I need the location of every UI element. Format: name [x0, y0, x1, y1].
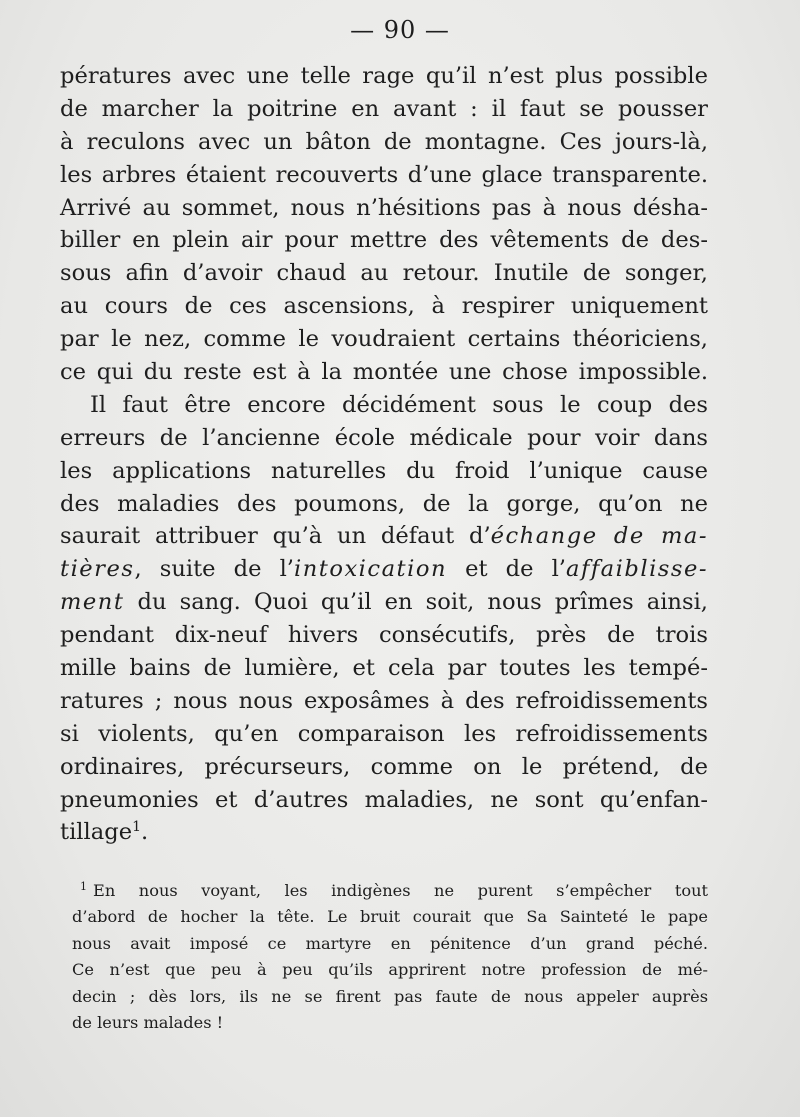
- text-line: erreurs de l’ancienne école médicale pour voir dans: [60, 424, 708, 451]
- text-line: [60, 816, 708, 849]
- text-segment: .: [140, 819, 149, 846]
- footnote-line: d’abord de hocher la tête. Le bruit courait que Sa Sainteté le pape: [72, 907, 708, 927]
- footnote-line: Ce n’est que peu à peu qu’ils apprirent notre profession de mé-: [72, 960, 708, 980]
- text-line: à reculons avec un bâton de montagne. Ces jours-là,: [60, 128, 708, 155]
- text-line: Il faut être encore décidément sous le coup des: [90, 391, 708, 418]
- italic-text: intoxication: [293, 556, 447, 583]
- text-line: les arbres étaient recouverts d’une glace transparente.: [60, 161, 708, 188]
- footnote-line: [72, 878, 708, 904]
- text-line: ordinaires, précurseurs, comme on le prétend, de: [60, 753, 708, 780]
- text-segment: En nous voyant, les indigènes ne purent s’empêcher tout: [93, 881, 708, 900]
- text-line: biller en plein air pour mettre des vêtements de des-: [60, 227, 708, 254]
- text-line: par le nez, comme le voudraient certains théoriciens,: [60, 326, 708, 353]
- text-line: sous afin d’avoir chaud au retour. Inutile de songer,: [60, 260, 708, 287]
- text-line: au cours de ces ascensions, à respirer uniquement: [60, 293, 708, 320]
- footnote-line: nous avait imposé ce martyre en pénitence d’un grand péché.: [72, 933, 708, 953]
- italic-text: affaiblisse-: [565, 556, 708, 583]
- paragraph-1: [60, 60, 708, 389]
- text-line: [60, 586, 708, 619]
- text-segment: , suite de l’: [134, 556, 294, 583]
- text-line: mille bains de lumière, et cela par toutes les tempé-: [60, 655, 708, 682]
- text-line: pendant dix-neuf hivers consécutifs, près de trois: [60, 622, 708, 649]
- text-line: de marcher la poitrine en avant : il faut se pousser: [60, 95, 708, 122]
- italic-text: ment: [60, 589, 125, 616]
- footnote-reference[interactable]: 1: [132, 819, 141, 836]
- text-segment: saurait attribuer qu’à un défaut d’: [60, 523, 491, 550]
- text-line: [60, 553, 708, 586]
- footnote-line: de leurs malades !: [72, 1012, 224, 1032]
- text-line: Arrivé au sommet, nous n’hésitions pas à nous désha-: [60, 194, 708, 221]
- italic-text: tières: [60, 556, 135, 583]
- footnote: [72, 878, 708, 1036]
- page-number: — 90 —: [350, 16, 450, 44]
- text-segment: du sang. Quoi qu’il en soit, nous prîmes ainsi,: [124, 589, 708, 616]
- text-segment: et de l’: [447, 556, 566, 583]
- text-line: ce qui du reste est à la montée une chose impossible.: [60, 359, 708, 386]
- footnote-marker: 1: [80, 880, 87, 893]
- footnote-line: decin ; dès lors, ils ne se firent pas faute de nous appeler auprès: [72, 986, 708, 1006]
- text-line: des maladies des poumons, de la gorge, qu’on ne: [60, 490, 708, 517]
- text-line: les applications naturelles du froid l’unique cause: [60, 457, 708, 484]
- main-text: [60, 60, 708, 849]
- text-line: [60, 520, 708, 553]
- paragraph-2: [60, 389, 708, 849]
- text-line: pératures avec une telle rage qu’il n’est plus possible: [60, 63, 708, 89]
- text-line: ratures ; nous nous exposâmes à des refroidissements: [60, 687, 708, 714]
- text-line: si violents, qu’en comparaison les refroidissements: [60, 720, 708, 747]
- text-line: pneumonies et d’autres maladies, ne sont qu’enfan-: [60, 786, 708, 813]
- text-segment: tillage: [60, 819, 133, 846]
- italic-text: échange de ma-: [490, 523, 708, 550]
